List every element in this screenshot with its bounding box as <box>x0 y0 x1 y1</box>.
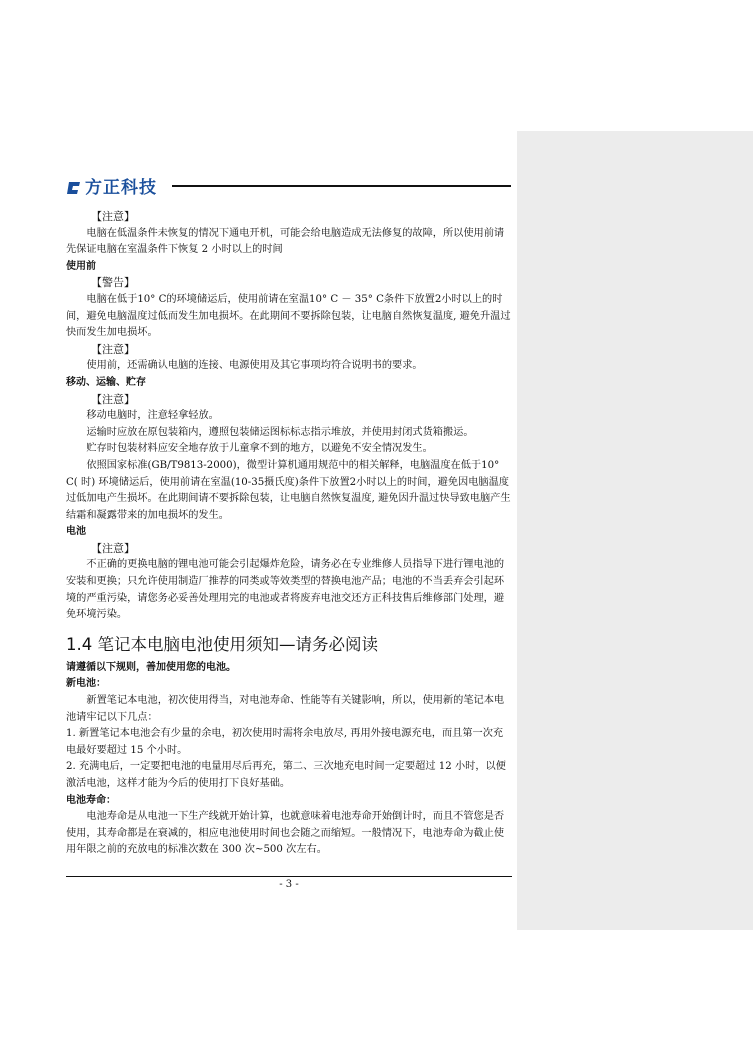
warning-label: 【警告】 <box>91 276 135 290</box>
paragraph: 电脑在低温条件未恢复的情况下通电开机，可能会给电脑造成无法修复的故障，所以使用前请先保证电脑在室温条件下恢复 2 小时以上的时间 <box>66 227 505 256</box>
note-label: 【注意】 <box>91 392 135 406</box>
chapter-heading: 1.4 笔记本电脑电池使用须知—请务必阅读 <box>66 634 378 654</box>
page-header <box>66 177 511 199</box>
logo-text: 方正科技 <box>85 178 157 198</box>
document-body <box>66 209 512 859</box>
paragraph: 新置笔记本电池，初次使用得当，对电池寿命、性能等有关键影响，所以，使用新的笔记本电池请牢记以下几点： <box>66 695 505 723</box>
paragraph: 不正确的更换电脑的锂电池可能会引起爆炸危险，请务必在专业维修人员指导下进行锂电池的安装和更换；只允许使用制造厂推荐的同类或等效类型的替换电池产品；电池的不当丢弃会引起环境的严重污染，请您务必妥善处理用完的电池或者将废弃电池交还方正科技售后维修部门处理，避免环境污染。 <box>66 559 505 621</box>
brand-logo <box>66 178 157 198</box>
paragraph: 使用前，还需确认电脑的连接、电源使用及其它事项均符合说明书的要求。 <box>86 360 423 372</box>
note-label: 【注意】 <box>91 210 135 223</box>
list-item: 2. 充满电后，一定要把电池的电量用尽后再充，第二、三次地充电时间一定要超过 12 小时，以便激活电池，这样才能为今后的使用打下良好基础。 <box>66 761 506 789</box>
note-label: 【注意】 <box>91 541 135 555</box>
paragraph: 运输时应放在原包装箱内，遵照包装储运图标标志指示堆放，并使用封闭式货箱搬运。 <box>86 426 474 438</box>
page-number: - 3 - <box>279 879 299 890</box>
section-heading: 请遵循以下规则，善加使用您的电池。 <box>66 661 236 673</box>
section-heading: 新电池： <box>66 678 106 690</box>
paragraph: 电脑在低于10° C的环境储运后，使用前请在室温10° C － 35° C条件下放置2小时以上的时间，避免电脑温度过低而发生加电损坏。在此期间不要拆除包装，让电脑自然恢复温度, 避免升温过快而发生加电损坏。 <box>66 293 511 339</box>
paragraph: 依照国家标准(GB/T9813-2000)，微型计算机通用规范中的相关解释，电脑温度在低于10° C( 时) 环境储运后，使用前请在室温(10-35摄氏度)条件下放置2小时以上的时间，避免因电脑温度过低加电产生损坏。在此期间请不要拆除包装，让电脑自然恢复温度, 避免因升温过快导致电脑产生结霜和凝露带来的加电损坏的发生。 <box>66 459 511 521</box>
list-item: 1. 新置笔记本电池会有少量的余电，初次使用时需将余电放尽, 再用外接电源充电，而且第一次充电最好要超过 15 个小时。 <box>66 728 504 756</box>
comment-pane <box>517 131 753 930</box>
section-heading: 移动、运输、贮存 <box>66 376 146 388</box>
note-label: 【注意】 <box>91 342 135 356</box>
footer-rule <box>66 876 512 877</box>
section-heading: 电池 <box>66 526 86 538</box>
founder-logo-icon <box>66 180 82 196</box>
paragraph: 电池寿命是从电池一下生产线就开始计算，也就意味着电池寿命开始倒计时，而且不管您是否使用，其寿命都是在衰减的，相应电池使用时间也会随之而缩短。一般情况下，电池寿命为截止使用年限之前的充放电的标准次数在 300 次~500 次左右。 <box>66 811 505 856</box>
section-heading: 使用前 <box>66 260 96 272</box>
paragraph: 移动电脑时，注意轻拿轻放。 <box>86 410 219 422</box>
header-rule <box>172 185 511 187</box>
section-heading: 电池寿命： <box>66 794 116 806</box>
paragraph: 贮存时包装材料应安全地存放于儿童拿不到的地方，以避免不安全情况发生。 <box>86 443 433 455</box>
